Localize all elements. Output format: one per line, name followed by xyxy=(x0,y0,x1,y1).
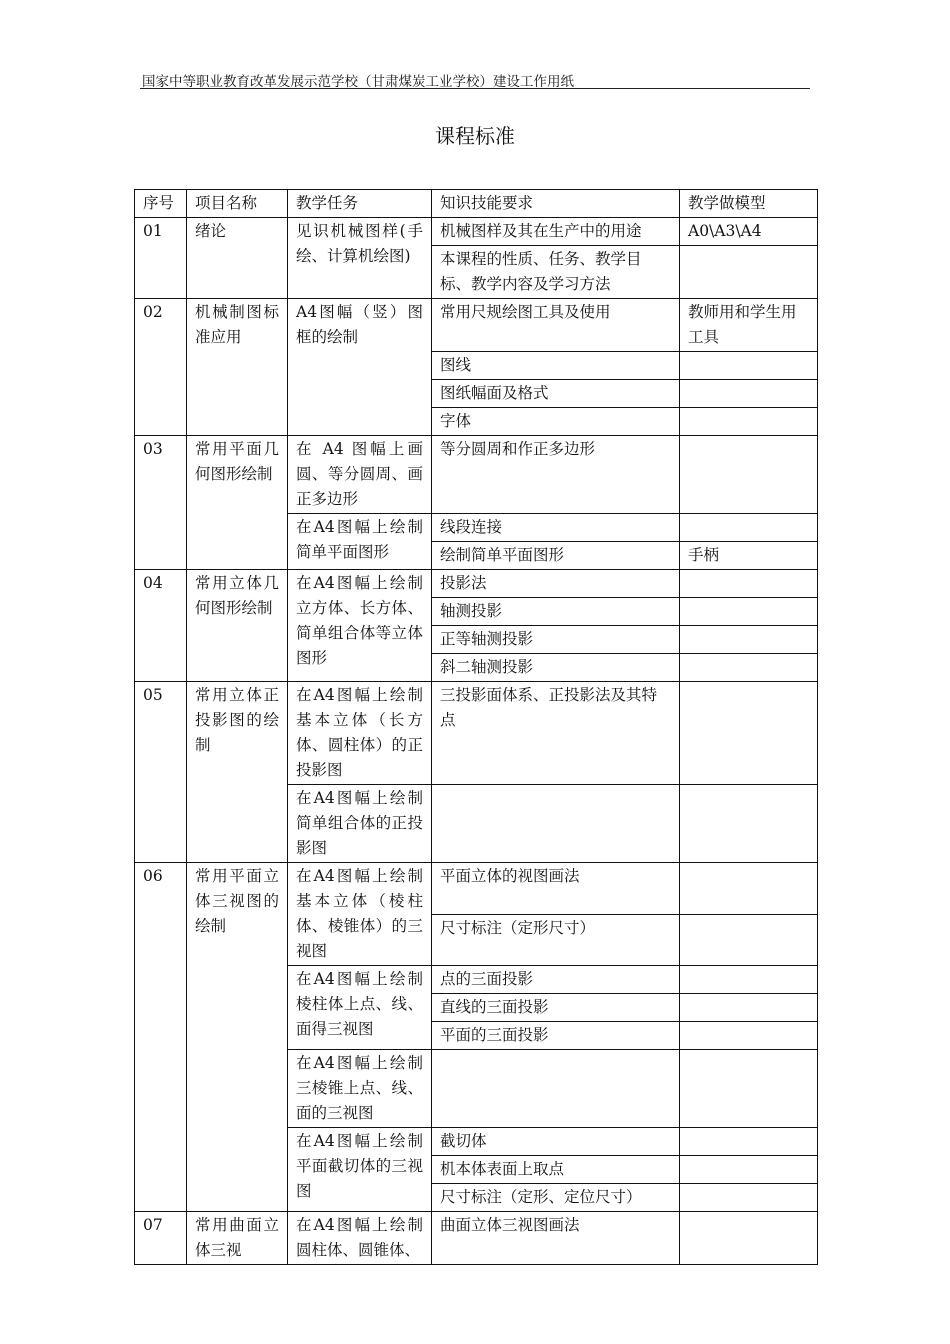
row-model xyxy=(680,598,818,626)
row-no: 04 xyxy=(135,570,187,682)
row-no: 06 xyxy=(135,863,187,1212)
row-no: 05 xyxy=(135,682,187,863)
row-model xyxy=(680,514,818,542)
row-task: 见识机械图样(手绘、计算机绘图) xyxy=(288,218,432,299)
row-knowledge: 尺寸标注（定形尺寸） xyxy=(432,914,680,966)
row-model: 教师用和学生用工具 xyxy=(680,299,818,352)
row-model xyxy=(680,994,818,1022)
row-name: 机械制图标准应用 xyxy=(187,299,288,436)
row-no: 02 xyxy=(135,299,187,436)
row-model xyxy=(680,352,818,380)
row-task: 在A4图幅上绘制圆柱体、圆锥体、 xyxy=(288,1212,432,1265)
row-model xyxy=(680,654,818,682)
row-knowledge: 图线 xyxy=(432,352,680,380)
row-knowledge: 轴测投影 xyxy=(432,598,680,626)
row-model xyxy=(680,436,818,514)
row-model xyxy=(680,246,818,299)
row-knowledge: 机械图样及其在生产中的用途 xyxy=(432,218,680,246)
col-header-name: 项目名称 xyxy=(187,190,288,218)
row-task: 在A4图幅上绘制基本立体（长方体、圆柱体）的正投影图 xyxy=(288,682,432,785)
row-model xyxy=(680,863,818,915)
row-model xyxy=(680,1212,818,1265)
row-model xyxy=(680,1050,818,1128)
header-rule xyxy=(140,88,810,89)
row-knowledge: 斜二轴测投影 xyxy=(432,654,680,682)
row-model xyxy=(680,408,818,436)
row-knowledge: 本课程的性质、任务、教学目标、教学内容及学习方法 xyxy=(432,246,680,299)
row-knowledge: 等分圆周和作正多边形 xyxy=(432,436,680,514)
row-knowledge xyxy=(432,1050,680,1128)
row-knowledge: 正等轴测投影 xyxy=(432,626,680,654)
row-task: A4图幅（竖）图框的绘制 xyxy=(288,299,432,436)
row-name: 常用曲面立体三视 xyxy=(187,1212,288,1265)
row-model xyxy=(680,1128,818,1156)
table-row xyxy=(135,436,818,514)
row-model xyxy=(680,1156,818,1184)
row-task: 在A4图幅上绘制立方体、长方体、简单组合体等立体图形 xyxy=(288,570,432,682)
row-model: A0\A3\A4 xyxy=(680,218,818,246)
col-header-task: 教学任务 xyxy=(288,190,432,218)
row-no: 03 xyxy=(135,436,187,570)
row-no: 01 xyxy=(135,218,187,299)
row-name: 常用立体正投影图的绘制 xyxy=(187,682,288,863)
row-knowledge: 字体 xyxy=(432,408,680,436)
table-header-row xyxy=(135,190,818,218)
row-knowledge: 平面立体的视图画法 xyxy=(432,863,680,915)
row-model xyxy=(680,966,818,994)
row-name: 常用平面立体三视图的绘制 xyxy=(187,863,288,1212)
row-model xyxy=(680,682,818,785)
row-knowledge: 直线的三面投影 xyxy=(432,994,680,1022)
row-task: 在A4图幅上绘制三棱锥上点、线、面的三视图 xyxy=(288,1050,432,1128)
col-header-knowledge: 知识技能要求 xyxy=(432,190,680,218)
table-row xyxy=(135,682,818,785)
row-knowledge: 三投影面体系、正投影法及其特点 xyxy=(432,682,680,785)
row-model xyxy=(680,626,818,654)
row-model xyxy=(680,1022,818,1050)
row-knowledge: 绘制简单平面图形 xyxy=(432,542,680,570)
page-title: 课程标准 xyxy=(435,124,515,148)
row-name: 绪论 xyxy=(187,218,288,299)
row-knowledge: 常用尺规绘图工具及使用 xyxy=(432,299,680,352)
row-task: 在A4图幅上绘制基本立体（棱柱体、棱锥体）的三视图 xyxy=(288,863,432,966)
row-knowledge: 机本体表面上取点 xyxy=(432,1156,680,1184)
row-knowledge: 尺寸标注（定形、定位尺寸） xyxy=(432,1184,680,1212)
row-knowledge xyxy=(432,785,680,863)
row-knowledge: 平面的三面投影 xyxy=(432,1022,680,1050)
row-name: 常用立体几何图形绘制 xyxy=(187,570,288,682)
table-row xyxy=(135,218,818,246)
row-model xyxy=(680,1184,818,1212)
row-model xyxy=(680,380,818,408)
row-task: 在A4图幅上绘制简单平面图形 xyxy=(288,514,432,570)
row-knowledge: 投影法 xyxy=(432,570,680,598)
row-task: 在A4图幅上绘制简单组合体的正投影图 xyxy=(288,785,432,863)
row-model xyxy=(680,570,818,598)
row-model: 手柄 xyxy=(680,542,818,570)
row-name: 常用平面几何图形绘制 xyxy=(187,436,288,570)
row-knowledge: 曲面立体三视图画法 xyxy=(432,1212,680,1265)
course-standard-table xyxy=(134,189,818,1265)
row-model xyxy=(680,914,818,966)
row-no: 07 xyxy=(135,1212,187,1265)
table-row xyxy=(135,863,818,915)
row-knowledge: 线段连接 xyxy=(432,514,680,542)
row-model xyxy=(680,785,818,863)
table-row xyxy=(135,299,818,352)
page-header: 国家中等职业教育改革发展示范学校（甘肃煤炭工业学校）建设工作用纸 xyxy=(142,74,574,90)
table-row xyxy=(135,1212,818,1265)
row-task: 在A4图幅上绘制平面截切体的三视图 xyxy=(288,1128,432,1212)
col-header-model: 教学做模型 xyxy=(680,190,818,218)
table-row xyxy=(135,570,818,598)
row-task: 在A4图幅上绘制棱柱体上点、线、面得三视图 xyxy=(288,966,432,1050)
row-knowledge: 截切体 xyxy=(432,1128,680,1156)
col-header-no: 序号 xyxy=(135,190,187,218)
row-knowledge: 点的三面投影 xyxy=(432,966,680,994)
row-task: 在 A4 图幅上画圆、等分圆周、画正多边形 xyxy=(288,436,432,514)
row-knowledge: 图纸幅面及格式 xyxy=(432,380,680,408)
